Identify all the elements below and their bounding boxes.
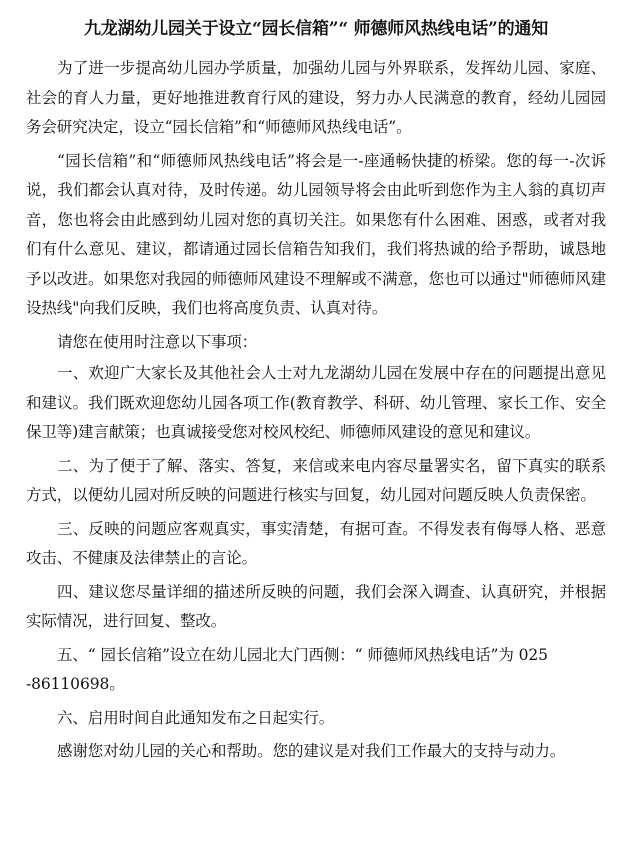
item-3-paragraph: 三、反映的问题应客观真实，事实清楚，有据可查。不得发表有侮辱人格、恶意攻击、不健康及法律禁止的言论。: [26, 519, 606, 567]
closing-paragraph: 感谢您对幼儿园的关心和帮助。您的建议是对我们工作最大的支持与动力。: [57, 742, 566, 760]
item-5-text: 五、“ 园长信箱”设立在幼儿园北大门西侧：“ 师德师风热线电话”为 025: [57, 645, 548, 664]
item-4-paragraph: 四、建议您尽量详细的描述所反映的问题，我们会深入调查、认真研究，并根据实际情况，进行回复、整改。: [26, 582, 606, 630]
notes-heading: 请您在使用时注意以下事项：: [57, 332, 258, 351]
item-6-paragraph: 六、启用时间自此通知发布之日起实行。: [57, 708, 335, 727]
document-title: 九龙湖幼儿园关于设立“园长信箱”“ 师德师风热线电话”的通知: [83, 19, 549, 39]
hotline-number: -86110698。: [26, 675, 125, 693]
item-2-paragraph: 二、为了便于了解、落实、答复，来信或来电内容尽量署实名，留下真实的联系方式，以便幼儿园对所反映的问题进行核实与回复，幼儿园对问题反映人负责保密。: [26, 456, 606, 504]
intro-paragraph: 为了进一步提高幼儿园办学质量，加强幼儿园与外界联系，发挥幼儿园、家庭、社会的育人力量，更好地推进教育行风的建设，努力办人民满意的教育，经幼儿园园务会研究决定，设立“园长信箱”和“师德师风热线电话”。: [26, 59, 606, 136]
item-5-paragraph: [26, 641, 606, 700]
item-1-paragraph: 一、欢迎广大家长及其他社会人士对九龙湖幼儿园在发展中存在的问题提出意见和建议。我们既欢迎您幼儿园各项工作(教育教学、科研、幼儿管理、家长工作、安全保卫等)建言献策；也真诚接受您对校风校纪、师德师风建设的意见和建议。: [26, 364, 606, 441]
bridge-paragraph: “园长信箱”和“师德师风热线电话”将会是一-座通畅快捷的桥梁。您的每一-次诉说，我们都会认真对待，及时传递。幼儿园领导将会由此听到您作为主人翁的真切声音，您也将会由此感到幼儿园对您的真切关注。如果您有什么困难、困惑，或者对我们有什么意见、建议，都请通过园长信箱告知我们，我们将热诚的给予帮助，诚恳地予以改进。如果您对我园的师德师风建设不理解或不满意，您也可以通过"师德师风建设热线"向我们反映，我们也将高度负责、认真对待。: [26, 151, 606, 317]
